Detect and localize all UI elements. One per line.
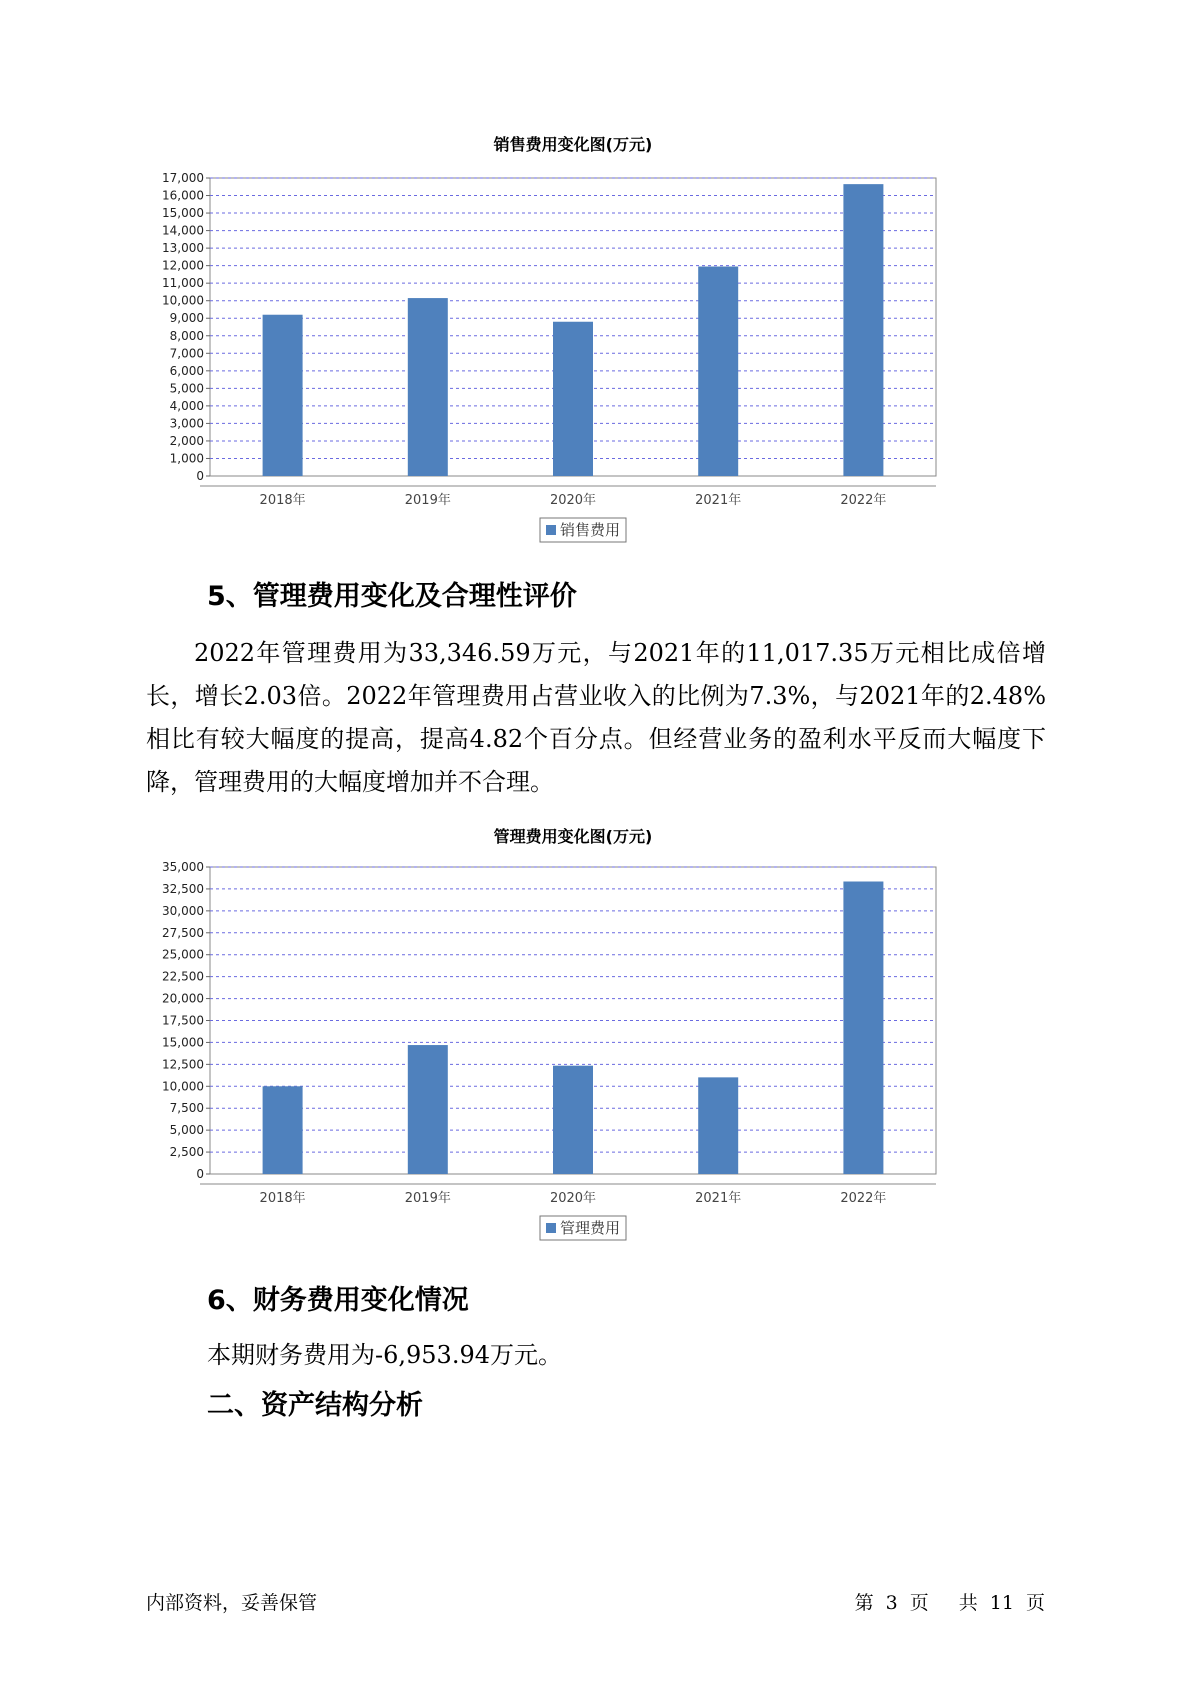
y-tick-label: 10,000 [162,1079,204,1094]
y-tick-label: 20,000 [162,991,204,1006]
y-tick-label: 1,000 [169,451,204,466]
bar-2022年 [843,184,883,476]
bar-2022年 [843,882,883,1174]
y-tick-label: 6,000 [169,363,204,378]
section-6-heading: 6、财务费用变化情况 [207,1285,469,1316]
y-tick-label: 14,000 [162,223,204,238]
y-tick-label: 8,000 [169,328,204,343]
section-6-paragraph: 本期财务费用为-6,953.94万元。 [207,1341,562,1369]
x-tick-label: 2019年 [404,1191,451,1206]
y-tick-label: 17,500 [162,1013,204,1028]
y-tick-label: 4,000 [169,398,204,413]
y-tick-label: 17,000 [162,171,204,185]
y-tick-label: 35,000 [162,860,204,874]
y-tick-label: 12,000 [162,258,204,273]
y-tick-label: 22,500 [162,969,204,984]
y-tick-label: 0 [196,1167,204,1181]
y-tick-label: 2,000 [169,433,204,448]
y-tick-label: 30,000 [162,903,204,918]
page-number: 3 [885,1592,898,1614]
legend-swatch [546,1223,556,1233]
sales-expense-chart [130,130,1030,550]
bar-2018年 [263,315,303,476]
y-tick-label: 15,000 [162,1035,204,1050]
sales-expense-chart-svg [130,130,1030,550]
legend-label: 销售费用 [560,521,621,539]
total-pages: 11 [989,1592,1014,1614]
bar-2019年 [408,298,448,476]
y-tick-label: 32,500 [162,881,204,896]
bar-2020年 [553,1066,593,1174]
x-tick-label: 2018年 [259,1191,306,1206]
section-5-paragraph: 2022年管理费用为33,346.59万元，与2021年的11,017.35万元相比成倍增长，增长2.03倍。2022年管理费用占营业收入的比例为7.3%，与2021年的2.48%相比有较大幅度的提高，提高4.82个百分点。但经营业务的盈利水平反而大幅度下降，管理费用的大幅度增加并不合理。 [146,639,1046,796]
page-unit: 页 [909,1592,929,1614]
y-tick-label: 12,500 [162,1057,204,1072]
chart-title: 管理费用变化图(万元) [493,827,653,846]
y-tick-label: 3,000 [169,416,204,431]
x-tick-label: 2021年 [695,493,742,508]
x-tick-label: 2022年 [840,1191,887,1206]
y-tick-label: 7,500 [169,1101,204,1116]
page-prefix: 第 [854,1592,874,1614]
bar-2020年 [553,322,593,476]
bar-2021年 [698,1077,738,1174]
x-tick-label: 2021年 [695,1191,742,1206]
y-tick-label: 5,000 [169,1123,204,1138]
y-tick-label: 5,000 [169,381,204,396]
admin-expense-chart [130,822,1030,1252]
x-tick-label: 2020年 [549,1191,597,1206]
footer-page-info [849,1588,1051,1615]
legend-swatch [546,525,556,535]
total-unit: 页 [1025,1592,1045,1614]
admin-expense-chart-svg [130,822,1030,1252]
y-tick-label: 2,500 [169,1145,204,1160]
x-tick-label: 2019年 [404,493,451,508]
y-tick-label: 16,000 [162,188,204,203]
y-tick-label: 13,000 [162,241,204,256]
bar-2018年 [263,1086,303,1174]
footer-confidential: 内部资料，妥善保管 [146,1592,318,1614]
y-tick-label: 7,000 [169,346,204,361]
x-tick-label: 2022年 [840,493,887,508]
bar-2021年 [698,267,738,476]
bar-2019年 [408,1045,448,1174]
y-tick-label: 25,000 [162,947,204,962]
section-2-heading: 二、资产结构分析 [207,1390,423,1421]
y-tick-label: 9,000 [169,311,204,326]
chart-title: 销售费用变化图(万元) [493,135,653,154]
y-tick-label: 10,000 [162,293,204,308]
y-tick-label: 15,000 [162,206,204,221]
y-tick-label: 11,000 [162,276,204,291]
total-prefix: 共 [958,1592,978,1614]
section-5-heading: 5、管理费用变化及合理性评价 [207,581,577,612]
y-tick-label: 0 [196,469,204,483]
y-tick-label: 27,500 [162,925,204,940]
x-tick-label: 2020年 [549,493,597,508]
x-tick-label: 2018年 [259,493,306,508]
legend-label: 管理费用 [560,1219,621,1237]
